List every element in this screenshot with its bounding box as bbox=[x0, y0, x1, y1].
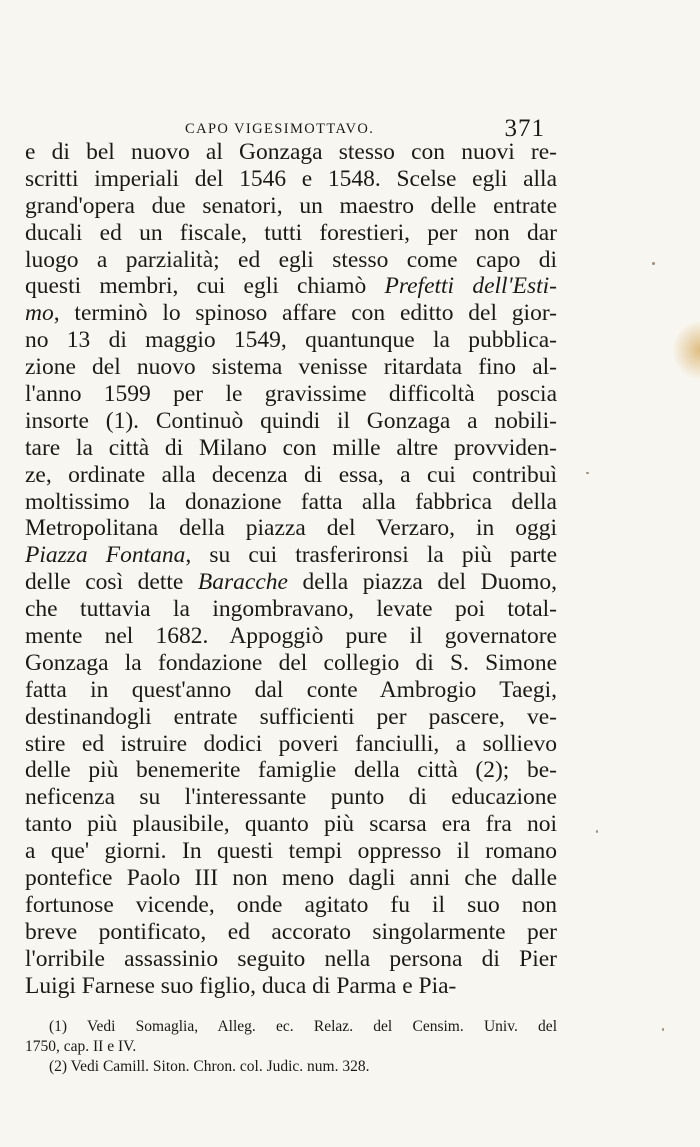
text-line bbox=[25, 892, 557, 919]
text-line bbox=[25, 757, 557, 784]
page-number: 371 bbox=[504, 115, 545, 142]
footnote-1-line-2: 1750, cap. II e IV. bbox=[25, 1038, 137, 1055]
text-line bbox=[25, 704, 557, 731]
text-line bbox=[25, 489, 557, 516]
text-line bbox=[25, 865, 557, 892]
text-line bbox=[25, 542, 557, 569]
text-run: delle così dette bbox=[25, 569, 198, 596]
text-run: fortunose vicende, onde agitato fu il suo non bbox=[25, 891, 557, 918]
paper-speck bbox=[586, 472, 589, 474]
text-run: ducali ed un fiscale, tutti forestieri, per non dar bbox=[25, 219, 557, 246]
body-text bbox=[25, 139, 557, 1000]
text-run: stire ed istruire dodici poveri fanciulli, a sollievo bbox=[25, 730, 557, 757]
footnote-1-line-1: (1) Vedi Somaglia, Alleg. ec. Relaz. del Censim. Univ. del bbox=[49, 1018, 557, 1035]
text-run: tare la città di Milano con mille altre provviden- bbox=[25, 434, 557, 461]
text-line bbox=[25, 677, 557, 704]
text-line bbox=[25, 139, 557, 166]
text-run: luogo a parzialità; ed egli stesso come capo di bbox=[25, 246, 557, 273]
text-line bbox=[25, 381, 557, 408]
text-run: , su cui trasferironsi la più parte bbox=[185, 542, 557, 569]
text-line bbox=[25, 354, 557, 381]
text-line bbox=[25, 731, 557, 758]
text-run: insorte (1). Continuò quindi il Gonzaga a nobili- bbox=[25, 407, 557, 434]
text-run: che tuttavia la ingombravano, levate poi total- bbox=[25, 596, 557, 623]
text-run: della piazza del Duomo, bbox=[287, 569, 557, 596]
text-line bbox=[25, 327, 557, 354]
text-run: no 13 di maggio 1549, quantunque la pubblica- bbox=[25, 327, 557, 354]
running-head bbox=[185, 117, 545, 141]
text-run: , terminò lo spinoso affare con editto del gior- bbox=[53, 300, 557, 327]
text-line bbox=[25, 946, 557, 973]
paper-speck bbox=[662, 1028, 664, 1031]
text-run: e di bel nuovo al Gonzaga stesso con nuovi re- bbox=[25, 139, 557, 165]
text-line bbox=[25, 300, 557, 327]
text-run: zione del nuovo sistema venisse ritardata fino al- bbox=[25, 354, 557, 381]
paper-speck bbox=[652, 262, 655, 265]
text-run: delle più benemerite famiglie della città (2); be- bbox=[25, 757, 557, 784]
text-line bbox=[25, 220, 557, 247]
text-run: destinandogli entrate sufficienti per pascere, ve- bbox=[25, 703, 557, 730]
text-line bbox=[25, 515, 557, 542]
text-line bbox=[25, 623, 557, 650]
text-run: moltissimo la donazione fatta alla fabbrica della bbox=[25, 488, 557, 515]
text-run: neficenza su l'interessante punto di educazione bbox=[25, 784, 557, 811]
text-line bbox=[25, 596, 557, 623]
text-run: Metropolitana della piazza del Verzaro, in oggi bbox=[25, 515, 557, 542]
text-run: pontefice Paolo III non meno dagli anni che dalle bbox=[25, 865, 557, 892]
text-line bbox=[25, 973, 557, 1000]
text-run: Gonzaga la fondazione del collegio di S. Simone bbox=[25, 649, 557, 676]
text-line bbox=[25, 569, 557, 596]
paper-speck bbox=[596, 830, 598, 833]
text-line bbox=[25, 838, 557, 865]
text-line bbox=[25, 462, 557, 489]
italic-text: Baracche bbox=[197, 569, 288, 596]
text-line bbox=[25, 166, 557, 193]
text-line bbox=[25, 273, 557, 300]
text-line bbox=[25, 408, 557, 435]
text-run: Luigi Farnese suo figlio, duca di Parma e Pia- bbox=[25, 972, 457, 999]
italic-text: mo bbox=[25, 300, 54, 327]
text-line bbox=[25, 811, 557, 838]
text-line bbox=[25, 650, 557, 677]
text-run: breve pontificato, ed accorato singolarmente per bbox=[25, 918, 557, 945]
text-line bbox=[25, 919, 557, 946]
text-run: tanto più plausibile, quanto più scarsa era fra noi bbox=[25, 811, 557, 838]
text-run: mente nel 1682. Appoggiò pure il governatore bbox=[25, 623, 557, 650]
text-run: fatta in quest'anno dal conte Ambrogio Taegi, bbox=[25, 676, 557, 703]
text-line bbox=[25, 247, 557, 274]
text-line bbox=[25, 784, 557, 811]
footnotes bbox=[25, 1017, 557, 1077]
text-run: l'orribile assassinio seguito nella persona di Pier bbox=[25, 945, 557, 972]
text-line bbox=[25, 435, 557, 462]
text-run: ze, ordinate alla decenza di essa, a cui contribuì bbox=[25, 461, 557, 488]
italic-text: Piazza Fontana bbox=[25, 542, 186, 569]
text-run: l'anno 1599 per le gravissime difficoltà poscia bbox=[25, 381, 557, 408]
text-run: scritti imperiali del 1546 e 1548. Scelse egli alla bbox=[25, 165, 557, 192]
running-title: CAPO VIGESIMOTTAVO. bbox=[185, 121, 375, 137]
text-run: a que' giorni. In questi tempi oppresso il romano bbox=[25, 838, 557, 865]
footnote-2: (2) Vedi Camill. Siton. Chron. col. Judic. num. 328. bbox=[49, 1058, 370, 1075]
paper-stain bbox=[672, 320, 700, 380]
text-run: grand'opera due senatori, un maestro delle entrate bbox=[25, 192, 557, 219]
italic-text: Prefetti dell'Esti- bbox=[384, 273, 557, 300]
text-run: questi membri, cui egli chiamò bbox=[25, 273, 385, 300]
text-line bbox=[25, 193, 557, 220]
